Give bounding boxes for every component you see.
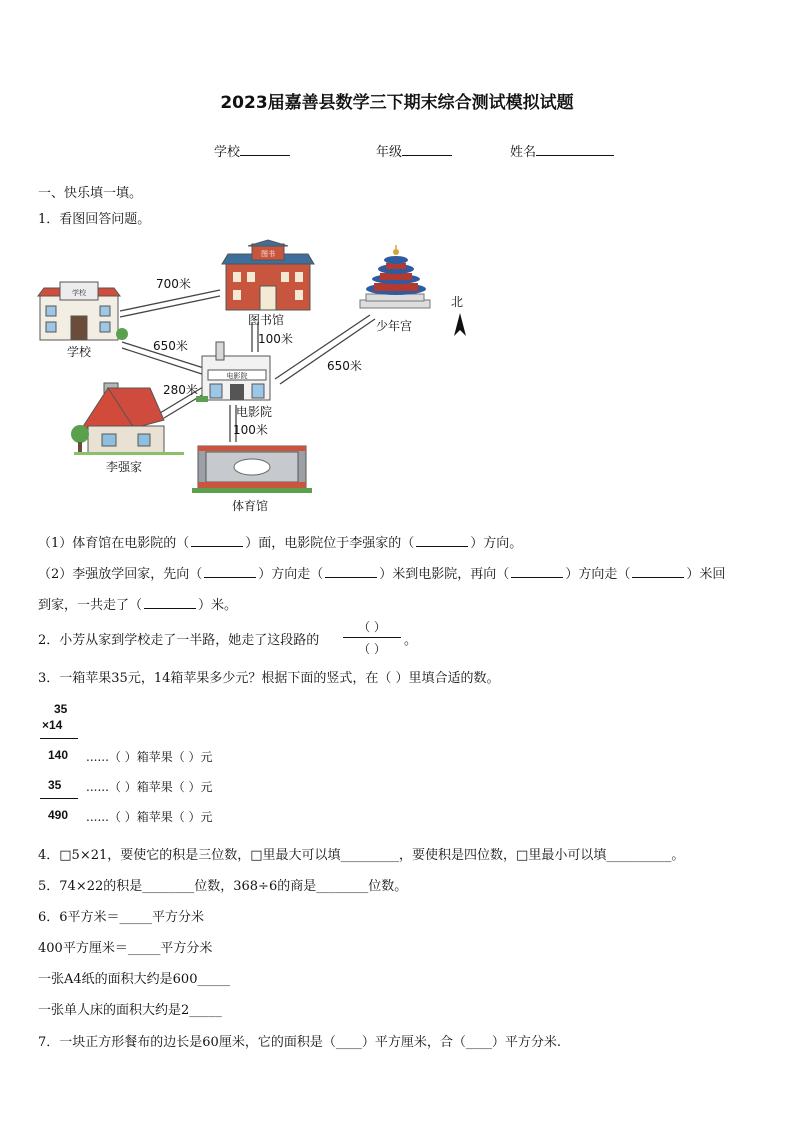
name-blank[interactable] [536, 143, 614, 156]
school-label: 学校 [214, 145, 241, 160]
q6-line-2: 400平方厘米＝_____平方分米 [38, 941, 213, 956]
road-school-library [120, 290, 220, 311]
q1-part1-text-a: （1）体育馆在电影院的（ [38, 536, 190, 551]
label-cinema: 电影院 [235, 405, 273, 419]
calc-partial-1: 140 [48, 748, 69, 762]
school-building [38, 282, 128, 340]
q1-part1-text-c: ）方向。 [470, 536, 523, 551]
q1-part2-blank-4[interactable] [632, 566, 684, 578]
name-label: 姓名 [510, 145, 537, 160]
q3-text: 3．一箱苹果35元，14箱苹果多少元？根据下面的竖式，在（ ）里填合适的数。 [38, 671, 500, 686]
calc-result: 490 [48, 808, 69, 822]
dist-school-library: 700米 [156, 277, 191, 291]
dist-cinema-stadium: 100米 [233, 423, 268, 437]
q1-part1-blank-1[interactable] [191, 535, 243, 547]
calc-partial-2: 35 [48, 778, 62, 792]
dist-library-cinema: 100米 [258, 332, 293, 346]
q1-part1 [38, 532, 522, 551]
grade-field [376, 141, 452, 160]
school-field [214, 141, 290, 160]
school-blank[interactable] [240, 143, 290, 156]
cinema-building [196, 342, 270, 402]
label-north: 北 [450, 295, 464, 309]
page-title: 2023届嘉善县数学三下期末综合测试模拟试题 [220, 93, 574, 113]
q1-part2-text-e: ）米回 [686, 567, 726, 582]
dist-school-cinema: 650米 [153, 339, 188, 353]
q2-numerator: （ ） [358, 620, 386, 634]
fraction-bar [343, 637, 401, 638]
q2-end: 。 [404, 633, 418, 648]
calc-multiplicand: 35 [54, 702, 68, 716]
name-field [510, 141, 614, 160]
q4-text: 4．□5×21，要使它的积是三位数，□里最大可以填_________，要使积是四位数，□里最小可以填__________。 [38, 848, 685, 863]
q5-text: 5．74×22的积是________位数，368÷6的商是________位数。 [38, 879, 408, 894]
calc-divider-1 [40, 738, 78, 739]
q6-line-3: 一张A4纸的面积大约是600_____ [38, 972, 230, 987]
road-youth-cinema-2 [280, 319, 375, 384]
calc-note-1[interactable]: ......（ ）箱苹果（ ）元 [86, 750, 213, 764]
dist-home-cinema: 280米 [163, 383, 198, 397]
q1-part2-blank-1[interactable] [204, 566, 256, 578]
q2-fraction[interactable] [343, 618, 401, 657]
calc-note-2[interactable]: ......（ ）箱苹果（ ）元 [86, 780, 213, 794]
q1-part2-blank-2[interactable] [325, 566, 377, 578]
label-stadium: 体育馆 [231, 499, 269, 513]
grade-blank[interactable] [402, 143, 452, 156]
road-school-library-2 [120, 296, 220, 317]
map-figure [30, 238, 490, 520]
q1-part1-text-b: ）面，电影院位于李强家的（ [245, 536, 415, 551]
calc-divider-2 [40, 798, 78, 799]
q1-part2-blank-3[interactable] [511, 566, 563, 578]
q6-line-4: 一张单人床的面积大约是2_____ [38, 1003, 222, 1018]
q1-part2-text-d: ）方向走（ [565, 567, 631, 582]
q1-stem: 1．看图回答问题。 [38, 212, 151, 227]
label-school: 学校 [66, 345, 92, 359]
q2-text: 2．小芳从家到学校走了一半路，她走了这段路的 [38, 633, 320, 648]
q1-part2-text-f: 到家，一共走了（ [38, 598, 143, 613]
calc-note-3[interactable]: ......（ ）箱苹果（ ）元 [86, 810, 213, 824]
q7-text: 7．一块正方形餐布的边长是60厘米，它的面积是（____）平方厘米，合（____）平方分米. [38, 1035, 561, 1050]
q1-part2-cont [38, 594, 237, 613]
q1-part2-text-g: ）米。 [198, 598, 238, 613]
north-arrow-icon [454, 313, 466, 336]
dist-youth-cinema: 650米 [327, 359, 362, 373]
q6-line-1: 6．6平方米＝_____平方分米 [38, 910, 205, 925]
q1-part2-blank-5[interactable] [144, 597, 196, 609]
grade-label: 年级 [376, 145, 403, 160]
calc-multiplier: ×14 [42, 718, 63, 732]
q1-part1-blank-2[interactable] [416, 535, 468, 547]
label-home: 李强家 [105, 460, 143, 474]
q1-part2 [38, 563, 725, 582]
q2-denominator: （ ） [358, 642, 386, 656]
cinema-sign: 电影院 [226, 372, 248, 380]
stadium-building [192, 446, 312, 493]
section-heading: 一、快乐填一填。 [38, 186, 143, 201]
q1-part2-text-b: ）方向走（ [258, 567, 324, 582]
label-youth-palace: 少年宫 [375, 319, 413, 333]
q1-part2-text-a: （2）李强放学回家，先向（ [38, 567, 203, 582]
q1-part2-text-c: ）米到电影院，再向（ [379, 567, 510, 582]
label-library: 图书馆 [247, 313, 285, 327]
school-sign: 学校 [72, 289, 86, 297]
library-building [222, 240, 314, 310]
library-sign: 图书 [261, 250, 275, 258]
youth-palace-building [360, 245, 430, 308]
